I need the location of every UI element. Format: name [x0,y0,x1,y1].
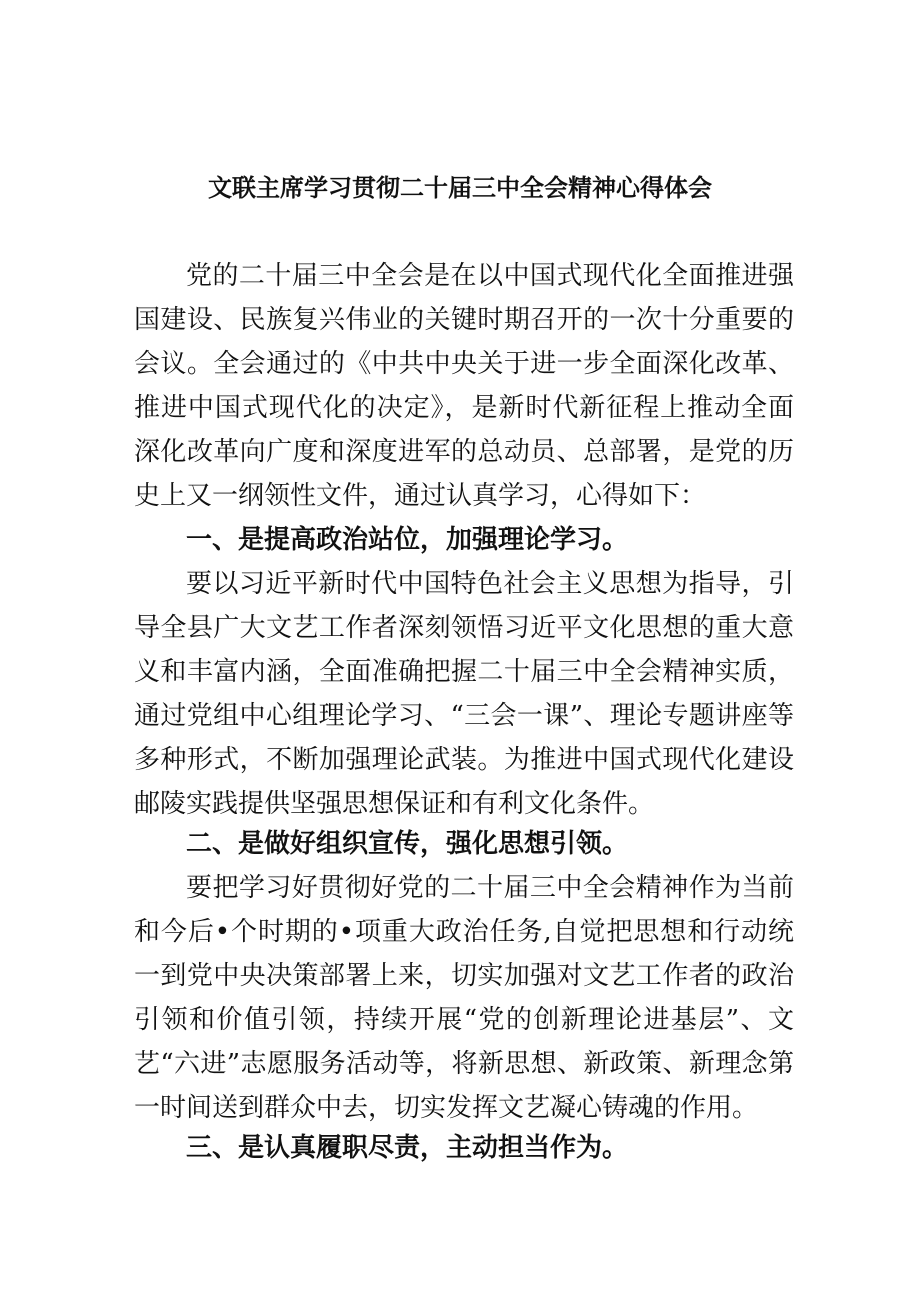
section-paragraph-2: 要把学习好贯彻好党的二十届三中全会精神作为当前和今后•个时期的•项重大政治任务,自觉把思想和行动统一到党中央决策部署上来，切实加强对文艺工作者的政治引领和价值引领，持续开展“党的创新理论进基层”、文艺“六进”志愿服务活动等，将新思想、新政策、新理念第一时间送到群众中去，切实发挥文艺凝心铸魂的作用。 [134,873,794,1123]
section-paragraph-1: 要以习近平新时代中国特色社会主义思想为指导，引导全县广大文艺工作者深刻领悟习近平文化思想的重大意义和丰富内涵，全面准确把握二十届三中全会精神实质，通过党组中心组理论学习、“三会一课”、理论专题讲座等多种形式，不断加强理论武装。为推进中国式现代化建设邮陵实践提供坚强思想保证和有利文化条件。 [134,569,794,819]
intro-paragraph: 党的二十届三中全会是在以中国式现代化全面推进强国建设、民族复兴伟业的关键时期召开的一次十分重要的会议。全会通过的《中共中央关于进一步全面深化改革、推进中国式现代化的决定》，是新时代新征程上推动全面深化改革向广度和深度进军的总动员、总部署，是党的历史上又一纲领性文件，通过认真学习，心得如下： [134,261,794,511]
section-heading-1: 一、是提高政治站位，加强理论学习。 [186,525,629,555]
section-heading-3: 三、是认真履职尽责，主动担当作为。 [186,1133,629,1163]
section-heading-2: 二、是做好组织宣传，强化思想引领。 [186,829,629,859]
document-title: 文联主席学习贯彻二十届三中全会精神心得体会 [208,173,712,202]
